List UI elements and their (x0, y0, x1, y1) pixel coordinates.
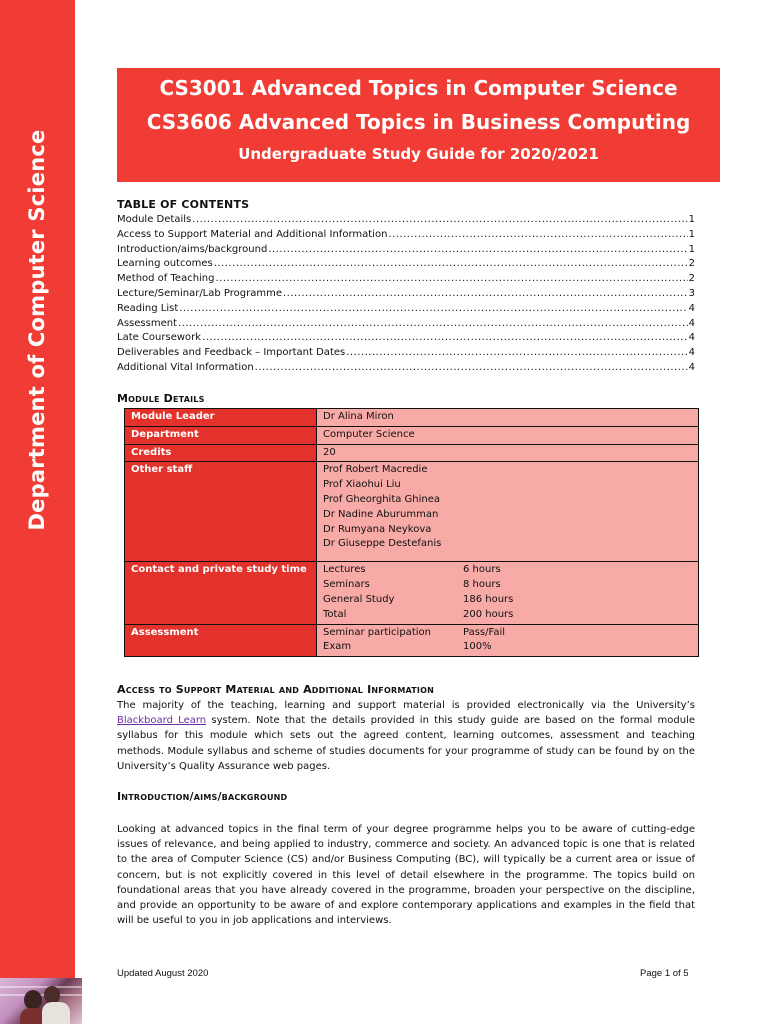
staff-member: Prof Gheorghita Ghinea (323, 493, 441, 505)
table-row (125, 462, 699, 562)
toc-leader-dots (178, 317, 688, 332)
staff-member: Dr Nadine Aburumman (323, 508, 439, 520)
staff-member: Dr Rumyana Neykova (323, 523, 432, 535)
assessment-key: Assessment (125, 624, 317, 657)
toc-entry[interactable] (117, 346, 695, 361)
contact-hours: 200 hours (463, 608, 514, 620)
toc-entry-page: 2 (688, 258, 695, 270)
contact-label: General Study (323, 593, 395, 605)
sidebar (0, 0, 75, 1024)
toc-entry[interactable] (117, 317, 695, 332)
table-row (125, 624, 699, 657)
toc-entry-label: Access to Support Material and Additional Information (117, 228, 388, 240)
module-details-table (124, 408, 699, 657)
toc-leader-dots (179, 302, 687, 317)
staff-member: Prof Robert Macredie (323, 464, 428, 476)
toc-entry[interactable] (117, 213, 695, 228)
staff-member: Prof Xiaohui Liu (323, 479, 401, 491)
toc-leader-dots (216, 272, 688, 287)
contact-hours: 6 hours (463, 564, 501, 576)
toc-leader-dots (255, 361, 688, 376)
toc-entry-page: 1 (688, 228, 695, 240)
department-value: Computer Science (317, 426, 699, 444)
module-leader-value: Dr Alina Miron (317, 409, 699, 427)
toc-entry-page: 1 (688, 214, 695, 225)
intro-heading: Introduction/aims/background (117, 790, 288, 803)
toc-entry-label: Method of Teaching (117, 273, 215, 285)
title-banner (117, 68, 720, 182)
blackboard-learn-link[interactable]: Blackboard Learn (117, 715, 207, 727)
toc-entry-label: Module Details (117, 214, 192, 225)
assessment-value (317, 624, 699, 657)
department-key: Department (125, 426, 317, 444)
toc-leader-dots (268, 243, 687, 258)
page-number: Page 1 of 5 (640, 968, 689, 979)
toc-leader-dots (192, 213, 687, 228)
assessment-label: Seminar participation (323, 626, 431, 638)
other-staff-key: Other staff (125, 462, 317, 562)
toc-entry[interactable] (117, 361, 695, 376)
toc-entry-label: Late Coursework (117, 332, 202, 344)
toc-heading: TABLE OF CONTENTS (117, 198, 250, 211)
access-text: system. Note that the details provided in this study guide are based on the formal module syllabus for this module which sets out the agreed content, learning outcomes, assessment and teaching methods. Module syllabus and scheme of studies documents for your programme of study can be found by on the University’s Quality Assurance web pages. (117, 715, 696, 772)
updated-date: Updated August 2020 (117, 968, 209, 979)
table-row (125, 444, 699, 462)
contact-label: Lectures (323, 564, 366, 576)
access-heading: Access to Support Material and Additional Information (117, 683, 434, 696)
access-paragraph (117, 698, 695, 774)
staff-member: Dr Giuseppe Destefanis (323, 538, 442, 550)
contact-label: Seminars (323, 579, 370, 591)
contact-time-key: Contact and private study time (125, 562, 317, 624)
toc-entry-page: 3 (688, 287, 695, 299)
module-title-cs3001: CS3001 Advanced Topics in Computer Science (159, 76, 678, 100)
toc-entry-label: Additional Vital Information (117, 361, 254, 373)
assessment-weight: Pass/Fail (463, 626, 506, 638)
toc-entry[interactable] (117, 287, 695, 302)
table-row (125, 426, 699, 444)
toc-leader-dots (214, 257, 688, 272)
toc-entry[interactable] (117, 302, 695, 317)
students-photo (0, 978, 82, 1024)
toc-entry-page: 1 (688, 243, 695, 255)
other-staff-value (317, 462, 699, 562)
toc-entry[interactable] (117, 243, 695, 258)
toc-entry-page: 4 (688, 302, 695, 314)
table-row (125, 409, 699, 427)
toc-leader-dots (202, 331, 688, 346)
access-text: The majority of the teaching, learning and support material is provided electronically via the University’s (117, 700, 695, 711)
module-details-heading: Module Details (117, 392, 205, 405)
credits-value: 20 (317, 444, 699, 462)
toc-entry-page: 4 (688, 361, 695, 373)
assessment-label: Exam (323, 641, 352, 653)
study-guide-subtitle: Undergraduate Study Guide for 2020/2021 (238, 145, 599, 163)
contact-hours: 186 hours (463, 593, 514, 605)
module-title-cs3606: CS3606 Advanced Topics in Business Computing (146, 110, 691, 134)
toc-entry-label: Lecture/Seminar/Lab Programme (117, 287, 282, 299)
toc-entry-page: 4 (688, 332, 695, 344)
intro-paragraph: Looking at advanced topics in the final term of your degree programme helps you to be aware of cutting-edge issues of relevance, and being applied to industry, commerce and society. An advanced topic is one that is related to the area of Computer Science (CS) and/or Business Computing (BC), will typically be a current area or issue of concern, but is not explicitly covered in this level of detail elsewhere in the programme. The topics build on foundational areas that you have already covered in the programme, broaden your perspective on the discipline, and provide an opportunity to be aware of and explore contemporary applications and examples in the field that will be useful to you in job applications and interviews. (117, 824, 695, 927)
department-label: Department of Computer Science (25, 129, 49, 531)
table-row (125, 562, 699, 624)
toc-entry-page: 4 (688, 347, 695, 359)
contact-label: Total (323, 608, 347, 620)
credits-key: Credits (125, 444, 317, 462)
toc-leader-dots (388, 228, 687, 243)
table-of-contents (117, 213, 695, 376)
contact-hours: 8 hours (463, 579, 501, 591)
toc-entry-label: Learning outcomes (117, 258, 213, 270)
toc-entry-label: Reading List (117, 302, 179, 314)
assessment-weight: 100% (463, 641, 492, 653)
toc-entry-label: Deliverables and Feedback – Important Dates (117, 347, 346, 359)
toc-entry-label: Assessment (117, 317, 177, 329)
module-leader-key: Module Leader (125, 409, 317, 427)
contact-time-value (317, 562, 699, 624)
toc-entry-page: 4 (688, 317, 695, 329)
toc-leader-dots (346, 346, 687, 361)
toc-entry[interactable] (117, 228, 695, 243)
toc-entry[interactable] (117, 257, 695, 272)
toc-entry-label: Introduction/aims/background (117, 243, 268, 255)
toc-entry-page: 2 (688, 273, 695, 285)
toc-entry[interactable] (117, 272, 695, 287)
toc-leader-dots (283, 287, 688, 302)
toc-entry[interactable] (117, 331, 695, 346)
